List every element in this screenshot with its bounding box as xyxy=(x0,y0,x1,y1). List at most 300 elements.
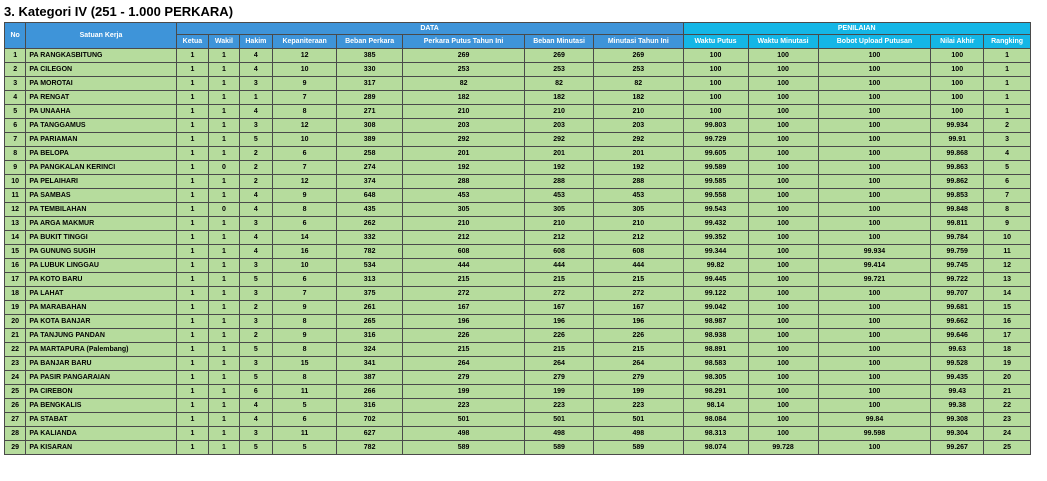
cell-hakim: 2 xyxy=(239,175,273,189)
cell-perkara-putus: 589 xyxy=(403,441,525,455)
cell-minutasi-tahun-ini: 167 xyxy=(594,301,683,315)
cell-waktu-putus: 98.084 xyxy=(683,413,748,427)
cell-nilai-akhir: 99.868 xyxy=(931,147,984,161)
cell-waktu-putus: 99.122 xyxy=(683,287,748,301)
cell-perkara-putus: 82 xyxy=(403,77,525,91)
cell-satuan-kerja: PA LUBUK LINGGAU xyxy=(26,259,176,273)
cell-hakim: 6 xyxy=(239,385,273,399)
cell-perkara-putus: 199 xyxy=(403,385,525,399)
cell-no: 4 xyxy=(5,91,26,105)
cell-waktu-putus: 98.891 xyxy=(683,343,748,357)
cell-rangking: 21 xyxy=(984,385,1031,399)
cell-satuan-kerja: PA SAMBAS xyxy=(26,189,176,203)
cell-kepaniteraan: 5 xyxy=(273,441,337,455)
cell-waktu-putus: 100 xyxy=(683,49,748,63)
cell-wakil: 1 xyxy=(209,231,239,245)
cell-wakil: 1 xyxy=(209,413,239,427)
cell-minutasi-tahun-ini: 215 xyxy=(594,343,683,357)
cell-beban-perkara: 262 xyxy=(337,217,403,231)
table-row xyxy=(5,385,1031,399)
cell-beban-perkara: 702 xyxy=(337,413,403,427)
cell-waktu-minutasi: 100 xyxy=(748,413,818,427)
cell-waktu-minutasi: 100 xyxy=(748,105,818,119)
cell-bobot-upload: 100 xyxy=(818,371,931,385)
cell-minutasi-tahun-ini: 608 xyxy=(594,245,683,259)
table-row xyxy=(5,273,1031,287)
cell-satuan-kerja: PA PASIR PANGARAIAN xyxy=(26,371,176,385)
cell-perkara-putus: 223 xyxy=(403,399,525,413)
cell-bobot-upload: 99.598 xyxy=(818,427,931,441)
header-rangking: Rangking xyxy=(984,35,1031,49)
cell-ketua: 1 xyxy=(176,161,209,175)
cell-nilai-akhir: 100 xyxy=(931,105,984,119)
cell-beban-minutasi: 498 xyxy=(525,427,594,441)
cell-waktu-minutasi: 100 xyxy=(748,77,818,91)
cell-nilai-akhir: 99.707 xyxy=(931,287,984,301)
cell-hakim: 4 xyxy=(239,63,273,77)
cell-no: 17 xyxy=(5,273,26,287)
cell-no: 8 xyxy=(5,147,26,161)
cell-minutasi-tahun-ini: 196 xyxy=(594,315,683,329)
cell-kepaniteraan: 7 xyxy=(273,91,337,105)
cell-beban-minutasi: 589 xyxy=(525,441,594,455)
table-row xyxy=(5,329,1031,343)
cell-wakil: 1 xyxy=(209,315,239,329)
cell-rangking: 18 xyxy=(984,343,1031,357)
table-row xyxy=(5,161,1031,175)
cell-rangking: 1 xyxy=(984,91,1031,105)
cell-ketua: 1 xyxy=(176,413,209,427)
cell-rangking: 23 xyxy=(984,413,1031,427)
table-row xyxy=(5,63,1031,77)
cell-wakil: 0 xyxy=(209,161,239,175)
cell-wakil: 1 xyxy=(209,343,239,357)
cell-bobot-upload: 100 xyxy=(818,203,931,217)
cell-no: 24 xyxy=(5,371,26,385)
page-title: 3. Kategori IV (251 - 1.000 PERKARA) xyxy=(4,4,234,19)
cell-no: 5 xyxy=(5,105,26,119)
cell-no: 9 xyxy=(5,161,26,175)
cell-nilai-akhir: 99.528 xyxy=(931,357,984,371)
table-row xyxy=(5,343,1031,357)
cell-minutasi-tahun-ini: 82 xyxy=(594,77,683,91)
cell-no: 11 xyxy=(5,189,26,203)
header-penilaian-group: PENILAIAN xyxy=(683,23,1030,35)
cell-hakim: 2 xyxy=(239,161,273,175)
cell-perkara-putus: 203 xyxy=(403,119,525,133)
cell-hakim: 2 xyxy=(239,301,273,315)
cell-beban-minutasi: 196 xyxy=(525,315,594,329)
cell-wakil: 1 xyxy=(209,77,239,91)
cell-perkara-putus: 453 xyxy=(403,189,525,203)
cell-perkara-putus: 279 xyxy=(403,371,525,385)
cell-ketua: 1 xyxy=(176,133,209,147)
cell-ketua: 1 xyxy=(176,385,209,399)
cell-hakim: 4 xyxy=(239,105,273,119)
cell-waktu-putus: 98.313 xyxy=(683,427,748,441)
cell-no: 3 xyxy=(5,77,26,91)
cell-beban-perkara: 271 xyxy=(337,105,403,119)
cell-satuan-kerja: PA CILEGON xyxy=(26,63,176,77)
cell-minutasi-tahun-ini: 279 xyxy=(594,371,683,385)
cell-beban-minutasi: 253 xyxy=(525,63,594,77)
cell-perkara-putus: 269 xyxy=(403,49,525,63)
cell-beban-perkara: 265 xyxy=(337,315,403,329)
cell-rangking: 14 xyxy=(984,287,1031,301)
cell-kepaniteraan: 8 xyxy=(273,203,337,217)
cell-perkara-putus: 264 xyxy=(403,357,525,371)
cell-kepaniteraan: 9 xyxy=(273,77,337,91)
cell-minutasi-tahun-ini: 203 xyxy=(594,119,683,133)
cell-bobot-upload: 100 xyxy=(818,77,931,91)
cell-wakil: 1 xyxy=(209,441,239,455)
cell-minutasi-tahun-ini: 192 xyxy=(594,161,683,175)
cell-hakim: 4 xyxy=(239,413,273,427)
cell-waktu-minutasi: 100 xyxy=(748,315,818,329)
cell-waktu-minutasi: 100 xyxy=(748,427,818,441)
table-row xyxy=(5,175,1031,189)
cell-rangking: 11 xyxy=(984,245,1031,259)
cell-ketua: 1 xyxy=(176,105,209,119)
cell-nilai-akhir: 99.646 xyxy=(931,329,984,343)
cell-beban-perkara: 324 xyxy=(337,343,403,357)
cell-beban-minutasi: 82 xyxy=(525,77,594,91)
cell-rangking: 10 xyxy=(984,231,1031,245)
cell-hakim: 5 xyxy=(239,273,273,287)
cell-ketua: 1 xyxy=(176,189,209,203)
cell-kepaniteraan: 6 xyxy=(273,273,337,287)
cell-satuan-kerja: PA KOTO BARU xyxy=(26,273,176,287)
cell-waktu-minutasi: 100 xyxy=(748,231,818,245)
cell-waktu-minutasi: 100 xyxy=(748,329,818,343)
cell-minutasi-tahun-ini: 253 xyxy=(594,63,683,77)
cell-bobot-upload: 100 xyxy=(818,63,931,77)
cell-ketua: 1 xyxy=(176,77,209,91)
cell-satuan-kerja: PA RANGKASBITUNG xyxy=(26,49,176,63)
table-row xyxy=(5,119,1031,133)
cell-rangking: 15 xyxy=(984,301,1031,315)
cell-nilai-akhir: 99.681 xyxy=(931,301,984,315)
cell-ketua: 1 xyxy=(176,427,209,441)
cell-waktu-putus: 98.305 xyxy=(683,371,748,385)
cell-nilai-akhir: 99.722 xyxy=(931,273,984,287)
cell-kepaniteraan: 16 xyxy=(273,245,337,259)
cell-bobot-upload: 100 xyxy=(818,119,931,133)
cell-no: 20 xyxy=(5,315,26,329)
cell-waktu-putus: 100 xyxy=(683,91,748,105)
cell-waktu-minutasi: 100 xyxy=(748,49,818,63)
table-row xyxy=(5,259,1031,273)
cell-beban-perkara: 389 xyxy=(337,133,403,147)
cell-beban-minutasi: 212 xyxy=(525,231,594,245)
cell-bobot-upload: 100 xyxy=(818,441,931,455)
cell-hakim: 3 xyxy=(239,427,273,441)
cell-no: 12 xyxy=(5,203,26,217)
cell-beban-perkara: 782 xyxy=(337,441,403,455)
cell-beban-minutasi: 223 xyxy=(525,399,594,413)
cell-ketua: 1 xyxy=(176,175,209,189)
cell-bobot-upload: 99.414 xyxy=(818,259,931,273)
cell-perkara-putus: 210 xyxy=(403,217,525,231)
cell-satuan-kerja: PA BANJAR BARU xyxy=(26,357,176,371)
cell-beban-perkara: 308 xyxy=(337,119,403,133)
cell-rangking: 16 xyxy=(984,315,1031,329)
table-row xyxy=(5,203,1031,217)
cell-minutasi-tahun-ini: 269 xyxy=(594,49,683,63)
cell-beban-perkara: 534 xyxy=(337,259,403,273)
table-row xyxy=(5,147,1031,161)
cell-no: 13 xyxy=(5,217,26,231)
table-row xyxy=(5,357,1031,371)
cell-wakil: 1 xyxy=(209,399,239,413)
cell-nilai-akhir: 99.38 xyxy=(931,399,984,413)
cell-wakil: 1 xyxy=(209,357,239,371)
cell-waktu-minutasi: 100 xyxy=(748,175,818,189)
cell-hakim: 5 xyxy=(239,371,273,385)
cell-rangking: 1 xyxy=(984,49,1031,63)
cell-waktu-minutasi: 100 xyxy=(748,189,818,203)
cell-beban-perkara: 782 xyxy=(337,245,403,259)
cell-waktu-minutasi: 100 xyxy=(748,161,818,175)
cell-beban-minutasi: 192 xyxy=(525,161,594,175)
cell-kepaniteraan: 8 xyxy=(273,105,337,119)
cell-hakim: 4 xyxy=(239,189,273,203)
cell-no: 28 xyxy=(5,427,26,441)
cell-waktu-minutasi: 100 xyxy=(748,245,818,259)
cell-hakim: 5 xyxy=(239,343,273,357)
cell-beban-perkara: 261 xyxy=(337,301,403,315)
cell-beban-minutasi: 501 xyxy=(525,413,594,427)
cell-perkara-putus: 215 xyxy=(403,273,525,287)
header-waktu-minutasi: Waktu Minutasi xyxy=(748,35,818,49)
cell-wakil: 1 xyxy=(209,147,239,161)
cell-perkara-putus: 305 xyxy=(403,203,525,217)
cell-wakil: 1 xyxy=(209,301,239,315)
cell-waktu-putus: 99.445 xyxy=(683,273,748,287)
cell-bobot-upload: 100 xyxy=(818,91,931,105)
cell-perkara-putus: 196 xyxy=(403,315,525,329)
cell-satuan-kerja: PA RENGAT xyxy=(26,91,176,105)
cell-nilai-akhir: 99.811 xyxy=(931,217,984,231)
cell-kepaniteraan: 10 xyxy=(273,259,337,273)
cell-beban-minutasi: 199 xyxy=(525,385,594,399)
cell-rangking: 20 xyxy=(984,371,1031,385)
cell-bobot-upload: 100 xyxy=(818,357,931,371)
cell-satuan-kerja: PA PELAIHARI xyxy=(26,175,176,189)
cell-wakil: 1 xyxy=(209,49,239,63)
cell-perkara-putus: 212 xyxy=(403,231,525,245)
cell-nilai-akhir: 100 xyxy=(931,77,984,91)
cell-bobot-upload: 99.721 xyxy=(818,273,931,287)
cell-bobot-upload: 99.934 xyxy=(818,245,931,259)
header-kepaniteraan: Kepaniteraan xyxy=(273,35,337,49)
cell-satuan-kerja: PA PANGKALAN KERINCI xyxy=(26,161,176,175)
cell-waktu-putus: 99.589 xyxy=(683,161,748,175)
cell-beban-perkara: 374 xyxy=(337,175,403,189)
cell-waktu-minutasi: 100 xyxy=(748,63,818,77)
cell-perkara-putus: 215 xyxy=(403,343,525,357)
cell-beban-perkara: 375 xyxy=(337,287,403,301)
cell-perkara-putus: 182 xyxy=(403,91,525,105)
cell-hakim: 3 xyxy=(239,287,273,301)
cell-hakim: 3 xyxy=(239,77,273,91)
cell-nilai-akhir: 99.745 xyxy=(931,259,984,273)
cell-minutasi-tahun-ini: 264 xyxy=(594,357,683,371)
cell-nilai-akhir: 99.304 xyxy=(931,427,984,441)
cell-no: 16 xyxy=(5,259,26,273)
cell-waktu-putus: 99.729 xyxy=(683,133,748,147)
cell-waktu-minutasi: 100 xyxy=(748,217,818,231)
header-bobot-upload: Bobot Upload Putusan xyxy=(818,35,931,49)
cell-hakim: 2 xyxy=(239,147,273,161)
cell-rangking: 6 xyxy=(984,175,1031,189)
cell-perkara-putus: 272 xyxy=(403,287,525,301)
cell-bobot-upload: 100 xyxy=(818,385,931,399)
cell-ketua: 1 xyxy=(176,399,209,413)
cell-ketua: 1 xyxy=(176,273,209,287)
cell-bobot-upload: 100 xyxy=(818,343,931,357)
cell-nilai-akhir: 99.267 xyxy=(931,441,984,455)
cell-rangking: 5 xyxy=(984,161,1031,175)
cell-wakil: 1 xyxy=(209,329,239,343)
cell-beban-perkara: 258 xyxy=(337,147,403,161)
cell-hakim: 3 xyxy=(239,357,273,371)
cell-no: 1 xyxy=(5,49,26,63)
cell-kepaniteraan: 15 xyxy=(273,357,337,371)
table-row xyxy=(5,105,1031,119)
cell-wakil: 1 xyxy=(209,259,239,273)
cell-wakil: 1 xyxy=(209,427,239,441)
cell-beban-minutasi: 215 xyxy=(525,343,594,357)
cell-waktu-minutasi: 100 xyxy=(748,399,818,413)
cell-minutasi-tahun-ini: 199 xyxy=(594,385,683,399)
cell-beban-minutasi: 203 xyxy=(525,119,594,133)
cell-beban-perkara: 316 xyxy=(337,399,403,413)
cell-satuan-kerja: PA KALIANDA xyxy=(26,427,176,441)
cell-perkara-putus: 210 xyxy=(403,105,525,119)
cell-waktu-minutasi: 100 xyxy=(748,357,818,371)
cell-waktu-putus: 99.042 xyxy=(683,301,748,315)
table-row xyxy=(5,49,1031,63)
cell-hakim: 4 xyxy=(239,203,273,217)
cell-satuan-kerja: PA KISARAN xyxy=(26,441,176,455)
cell-waktu-putus: 98.987 xyxy=(683,315,748,329)
cell-beban-perkara: 385 xyxy=(337,49,403,63)
cell-no: 23 xyxy=(5,357,26,371)
cell-perkara-putus: 608 xyxy=(403,245,525,259)
cell-beban-perkara: 316 xyxy=(337,329,403,343)
cell-satuan-kerja: PA STABAT xyxy=(26,413,176,427)
cell-hakim: 4 xyxy=(239,399,273,413)
cell-ketua: 1 xyxy=(176,343,209,357)
cell-beban-minutasi: 444 xyxy=(525,259,594,273)
cell-ketua: 1 xyxy=(176,119,209,133)
cell-wakil: 1 xyxy=(209,371,239,385)
cell-beban-perkara: 266 xyxy=(337,385,403,399)
header-nilai-akhir: Nilai Akhir xyxy=(931,35,984,49)
cell-wakil: 1 xyxy=(209,385,239,399)
cell-hakim: 5 xyxy=(239,441,273,455)
cell-waktu-minutasi: 100 xyxy=(748,343,818,357)
cell-perkara-putus: 192 xyxy=(403,161,525,175)
cell-satuan-kerja: PA BENGKALIS xyxy=(26,399,176,413)
cell-kepaniteraan: 9 xyxy=(273,189,337,203)
cell-satuan-kerja: PA LAHAT xyxy=(26,287,176,301)
cell-nilai-akhir: 99.862 xyxy=(931,175,984,189)
cell-nilai-akhir: 100 xyxy=(931,91,984,105)
header-satuan-kerja: Satuan Kerja xyxy=(26,23,176,49)
cell-satuan-kerja: PA MOROTAI xyxy=(26,77,176,91)
cell-beban-perkara: 332 xyxy=(337,231,403,245)
cell-ketua: 1 xyxy=(176,371,209,385)
cell-minutasi-tahun-ini: 223 xyxy=(594,399,683,413)
cell-minutasi-tahun-ini: 288 xyxy=(594,175,683,189)
cell-wakil: 1 xyxy=(209,287,239,301)
header-perkara-putus: Perkara Putus Tahun Ini xyxy=(403,35,525,49)
cell-bobot-upload: 100 xyxy=(818,147,931,161)
cell-bobot-upload: 100 xyxy=(818,287,931,301)
cell-no: 25 xyxy=(5,385,26,399)
cell-nilai-akhir: 100 xyxy=(931,63,984,77)
cell-waktu-putus: 98.291 xyxy=(683,385,748,399)
cell-beban-minutasi: 453 xyxy=(525,189,594,203)
ranking-table xyxy=(4,22,1031,455)
cell-beban-perkara: 313 xyxy=(337,273,403,287)
cell-kepaniteraan: 12 xyxy=(273,175,337,189)
cell-waktu-putus: 99.352 xyxy=(683,231,748,245)
cell-beban-minutasi: 264 xyxy=(525,357,594,371)
cell-waktu-putus: 100 xyxy=(683,63,748,77)
cell-waktu-putus: 98.14 xyxy=(683,399,748,413)
cell-perkara-putus: 498 xyxy=(403,427,525,441)
cell-wakil: 1 xyxy=(209,105,239,119)
cell-rangking: 1 xyxy=(984,105,1031,119)
cell-hakim: 1 xyxy=(239,91,273,105)
cell-rangking: 13 xyxy=(984,273,1031,287)
cell-minutasi-tahun-ini: 501 xyxy=(594,413,683,427)
cell-perkara-putus: 253 xyxy=(403,63,525,77)
cell-wakil: 1 xyxy=(209,245,239,259)
cell-satuan-kerja: PA GUNUNG SUGIH xyxy=(26,245,176,259)
cell-ketua: 1 xyxy=(176,301,209,315)
cell-no: 6 xyxy=(5,119,26,133)
cell-rangking: 8 xyxy=(984,203,1031,217)
cell-kepaniteraan: 12 xyxy=(273,119,337,133)
cell-satuan-kerja: PA BELOPA xyxy=(26,147,176,161)
cell-bobot-upload: 100 xyxy=(818,231,931,245)
header-no: No xyxy=(5,23,26,49)
cell-beban-minutasi: 210 xyxy=(525,217,594,231)
cell-hakim: 5 xyxy=(239,133,273,147)
cell-satuan-kerja: PA KOTA BANJAR xyxy=(26,315,176,329)
cell-bobot-upload: 100 xyxy=(818,189,931,203)
table-row xyxy=(5,245,1031,259)
cell-waktu-minutasi: 100 xyxy=(748,371,818,385)
cell-rangking: 24 xyxy=(984,427,1031,441)
cell-waktu-minutasi: 100 xyxy=(748,301,818,315)
cell-rangking: 4 xyxy=(984,147,1031,161)
cell-wakil: 1 xyxy=(209,273,239,287)
cell-wakil: 1 xyxy=(209,91,239,105)
cell-perkara-putus: 501 xyxy=(403,413,525,427)
cell-waktu-minutasi: 99.728 xyxy=(748,441,818,455)
cell-minutasi-tahun-ini: 210 xyxy=(594,217,683,231)
cell-nilai-akhir: 99.853 xyxy=(931,189,984,203)
cell-hakim: 4 xyxy=(239,245,273,259)
table-row xyxy=(5,189,1031,203)
cell-waktu-minutasi: 100 xyxy=(748,385,818,399)
cell-beban-minutasi: 167 xyxy=(525,301,594,315)
